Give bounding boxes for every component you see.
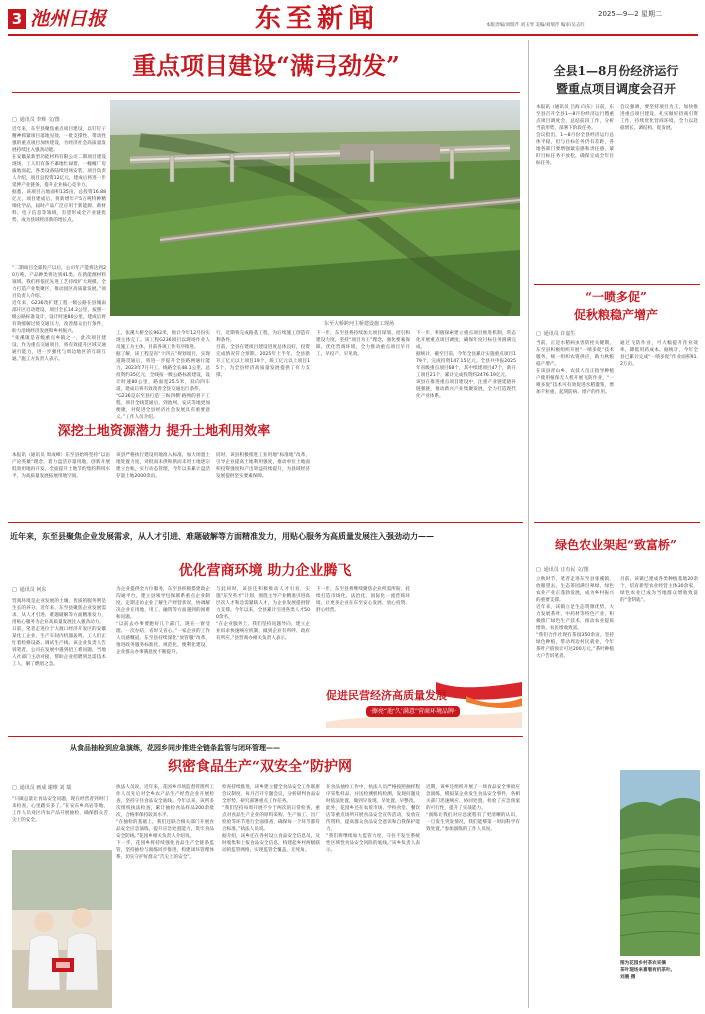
food-para: “演练让我们对应急流程有了更清晰的认识，一旦发生突发情况，我们能够第一时间科学有效处置。”参加演练的工作人员说。 [426, 813, 520, 832]
lead-para: 该县在推进重点项目建设中，注重产业链延链补链强链，推动新兴产业集聚发展，全力打造现代化产业体系。 [416, 380, 516, 399]
land-headline: 深挖土地资源潜力 提升土地利用效率 [57, 424, 271, 439]
business-para: 与此同时，该县还积极推动人才引育，实施“东至英才”计划，围绕主导产业精准引进高层次人才和急需紧缺人才，为企业发展提供智力支撑。今年以来，全县累计引进各类人才500余名。 [216, 587, 310, 620]
business-intro: 近年来，东至县聚焦企业发展需求，从人才引进、难题破解等方面精准发力，用贴心服务为高质量发展注入强劲动力—— [10, 531, 434, 541]
rice-subhead: 促秋粮稳产增产 [573, 308, 658, 322]
promo-banner [326, 682, 522, 728]
promo-title: 促进民营经济高质量发展 [326, 689, 447, 702]
lead-headline: 重点项目建设“满弓劲发” [132, 51, 400, 80]
issue-date: 2025—9—2 星期二 [598, 10, 662, 18]
green-para: 目前，该镇已建成各类种植基地20余个，培育新型农业经营主体30余家，绿色农业已成为当地群众增收致富的“金钥匙”。 [620, 577, 698, 603]
lead-para: 据统计，截至目前，今年全县累计实施重点项目179个，完成投资147.15亿元。全县共申报2025年省级重点项目68个，其中续建项目47个，新开工项目21个，累计完成投资约2476.19亿元。 [416, 352, 516, 378]
food-inspection-photo [12, 850, 112, 1008]
lead-photo-caption: 东至大桥跨河主桥建设施工现场 [324, 321, 395, 327]
food-col-3 [222, 784, 320, 854]
green-col-2 [620, 576, 698, 604]
food-intro: 从食品抽检到应急演练，花园乡同步推进全链条监管与闭环管理—— [70, 743, 280, 752]
meeting-para: 本报讯（通讯员 吕海 向东）日前，东至县召开全县1—8月份经济运行暨重点项目调度会，总结前段工作，分析当前形势，部署下阶段任务。 [536, 105, 614, 131]
food-para: 执法人员说，近年来，花园乡市场监督管理所工作人员先后对全乡农产品生产经营企业开展检查，坚持守住食品安全底线。今年以来，该所多次组织执法检查，累计抽检食品样品200余批次，合格率保持较高水平。 [116, 785, 214, 818]
lead-para: “张溪镇是省级重点乡镇之一，此次项目建设，作为重点交通项目，将有效提升区域交通通行能力，进一步强化与周边地区的互联互通。”施工方负责人表示。 [12, 336, 106, 362]
food-byline: □ 通讯员 画成 谢维 刘 瑞 [12, 784, 71, 792]
food-para: 下一步，花园乡将持续强化食品生产全链条监管，坚持抽检与演练同步推进，构建闭环管理体系，切实守护好群众“舌尖上的安全”。 [116, 841, 214, 860]
section-divider [8, 522, 523, 523]
food-col-1 [12, 796, 108, 824]
rice-byline: □ 通讯员 许嘉生 [536, 330, 575, 338]
masthead-rule [8, 34, 698, 36]
food-para: 近期，该乡还组织开展了一场食品安全事故应急演练，模拟某企业发生食品安全事件，各相关部门迅速响应、协同处置，检验了应急预案的可行性，提升了实战能力。 [426, 785, 520, 811]
green-para: 立秋时节，笔者走进东至县张溪镇，放眼望去，生态茶园满目翠绿，绿色农业产业正蓬勃发展，成为乡村振兴的重要支撑。 [536, 577, 614, 603]
food-para: 检查持续推进，该乡建立健全食品安全工作联席会议制度，每月召开专题会议，分析研判食品安全形势，研究部署重点工作任务。 [222, 785, 320, 804]
lead-para: 近年来，G236改扩建工程一级公路在县城南部片区启动建设，项目全长14.2公里，按照一级公路标准设计，设计时速80公里，建成后将有效缓解过境交通压力，改善群众出行条件，助力沿线经济发展和乡村振兴。 [12, 301, 106, 334]
business-para: 日前，笔者走进位于大渡口经济开发区的安徽某化工企业，生产车间内机器轰鸣，工人们正忙着检修设备、调试生产线。该企业负责人告诉笔者，公司在发展中遇到招工难问题，当地人社部门主动对接，帮助企业招聘到急需技术工人，解了燃眉之急。 [12, 627, 106, 667]
section-title: 东至新闻 [255, 4, 380, 34]
bridge-photo-svg [110, 100, 520, 316]
tea-caption-line-3: 刘晨 摄 [620, 975, 636, 980]
meeting-para: 会议强调，要坚持项目为王，加快推进重点项目建设，扎实做好招商引资工作，持续优化营商环境，全力以赴稳增长、调结构、促发展。 [620, 105, 698, 131]
meeting-para: 会议指出，1—8月份全县经济运行总体平稳，但与目标任务仍有差距，各地各部门要增强紧迫感和责任感，紧盯目标任务不放松，确保完成全年目标任务。 [536, 133, 614, 166]
land-col-3 [216, 452, 310, 480]
tea-caption-line-2: 茶叶现场来喜看有机茶叶。 [620, 968, 676, 973]
rice-para: 通过飞防作业，可大幅提升作业效率，降低用药成本。据统计，今年全县已累计完成“一喷多促”作业面积91.2万亩。 [620, 341, 698, 367]
lead-para: 据悉，该项目占地面积135亩，总投资16.88亿元，项目建成后，将新增年产5万吨特种精细化学品，届时产品广泛应用于新能源、新材料、电子信息等领域，有望形成全产业链优势，成为县域经济新的增长点。 [12, 190, 106, 223]
business-col-4 [316, 586, 410, 614]
lead-col-6 [416, 330, 516, 400]
business-para: 为企业提供全方位服务，东至县积极搭建政企沟通平台，建立县领导包保联系重点企业制度，定期走访企业了解生产经营状况，协调解决企业在用地、用工、融资等方面遇到的困难和问题。 [116, 587, 210, 620]
land-col-2 [116, 452, 210, 480]
business-para: 营商环境是企业发展的土壤，优质的服务则是生长的养分。近年来，东至县聚焦企业发展需求，从人才引进、难题破解等方面精准发力，用贴心服务为企业高质量发展注入强劲动力。 [12, 599, 106, 625]
lead-para: 工，张溪大桥全长962米，预计今年12月份实现主体完工。该工程G236项目以现场作业人员施工为主体，目前各项工作有序推进。 [116, 331, 210, 350]
lead-para: 在安徽某新型功能材料有限公司二期项目建设现场，工人们有条不紊地忙碌着，一幢幢厂房拔地而起，各类设备陆续进场安装。项目负责人介绍，项目总投资12亿元，建成后将进一步延伸产业链条，提升企业核心竞争力。 [12, 155, 106, 188]
business-para: “在企业服务上，我们坚持问题导向，建立企业诉求快速响应机制，做到企业有所呼、政府有所应。”县营商办相关负责人表示。 [216, 622, 310, 641]
promo-subtitle: ·擦亮“池‘久’满意”营商环境品牌· [366, 706, 460, 717]
lead-col-5 [316, 330, 410, 358]
rice-col-2 [620, 340, 698, 368]
meeting-headline-2: 暨重点项目调度会召开 [555, 82, 676, 96]
business-para: 下一步，东至县将继续聚焦企业所需所盼，持续打造市场化、法治化、国际化一流营商环境，让更多企业在东至安心发展、放心投资、舒心经营。 [316, 587, 410, 613]
rice-top-rule [534, 284, 700, 285]
lead-para: 行，近期将完成路基工程，为后续施工创造有利条件。 [216, 331, 310, 343]
page-number-badge [8, 9, 26, 29]
food-para: 据介绍，该乡还在各村设立食品安全信息员，及时收集和上报食品安全信息，构建起乡村两级联动的监管网络，实现监管全覆盖、无死角。 [222, 834, 320, 853]
lead-col-1 [12, 126, 106, 224]
lead-para: 近年来，东至县聚焦重点项目建设，以钉钉子精神抓紧项目落地见效，一批支撑性、带动性强的重点项目加快建设，为经济社会高质量发展持续注入强劲动能。 [12, 127, 106, 153]
lead-para: 据了解，该工程是省“十四五”规划项目，实现道路贯通后，将进一步提升全县路网通行能力。2023年7月开工，线路全长48.1公里，总投资约35亿元，全线按一级公路标准建设，设计时速80公里，路面宽25.5米，双向四车道，建成后将有效改善全县交通出行条件。 [116, 352, 210, 392]
green-top-rule [534, 522, 700, 523]
tea-photo-caption [620, 960, 700, 981]
lead-byline: □ 通讯员 李辉 文/图 [12, 116, 60, 124]
page-number: 3 [11, 10, 23, 28]
lead-para: 下一步，积极探索建立重点项目推进机制，常态化开展重点项目调度，确保年度目标任务圆满完成。 [416, 331, 516, 350]
food-para: “我们坚持每周开展不少于两次的日常检查，重点对食品生产企业的原料采购、生产加工、出厂检验等环节进行全面排查，确保每一个环节都符合标准。”执法人员说。 [222, 806, 320, 832]
green-para: 近年来，该镇立足生态资源优势，大力发展茶叶、中药材等特色产业，积极推广绿色生产技术，推动农业提质增效、农民增收致富。 [536, 605, 614, 631]
food-col-2 [116, 784, 214, 861]
meeting-col-2 [620, 104, 698, 132]
food-col-5 [426, 784, 520, 833]
business-para: “以前去办事要跑好几个部门，现在一窗受理、一次办结，省时又省心。”一家企业的工作人员感慨道。东至县持续深化“放管服”改革，推进政务服务标准化、规范化、便利化建设，企业群众办事满意度不断提升。 [116, 622, 210, 655]
green-para: “我们合作社现有茶园350余亩，坚持绿色种植，带动周边村民就业，今年茶叶产值预计可达200万元。”茶叶种植大户告诉笔者。 [536, 633, 614, 659]
land-para: 同时，该县积极推进工业用地“标准地”改革，引导企业提高土地利用强度，推动单位土地面积投资强度和产出效益持续提升，为县域经济发展提供坚实要素保障。 [216, 453, 310, 479]
lead-para: “二期项目全部投产以后，公司年产能将达到20万吨，产品种类将达到41类。在新能源材料领域，我们将依托先进工艺持续扩大规模，全力打造产业集聚区，推动园区高质量发展。”项目负责人介绍。 [12, 266, 106, 299]
rice-para: 在该县青山乡，农技人员正指导种植户使用植保无人机开展飞防作业。“一喷多促”技术可有效促进水稻灌浆，增加千粒重，起到防病、增产的作用。 [536, 369, 614, 395]
tea-garden-photo [620, 770, 700, 956]
business-headline: 优化营商环境 助力企业腾飞 [178, 563, 352, 579]
food-para: “只做总量让食品安全问题，现在经营者到时门来检查，心里踏实多了。”在安东乡高岩等地，工作人员对区内农产品开展抽检，确保群众舌尖上的安全。 [12, 797, 108, 823]
rice-headline: “一喷多促” [585, 290, 647, 304]
tea-photo-svg [620, 770, 700, 956]
bridge-construction-photo [110, 100, 520, 316]
food-headline: 织密食品生产“双安全”防护网 [167, 759, 353, 775]
food-para: “在抽检的基础上，我们还联合相关部门开展食品安全应急演练，提升应急处置能力，筑牢食品安全防线。”花园乡相关负责人介绍说。 [116, 820, 214, 839]
rice-col-1 [536, 340, 614, 396]
business-col-2 [116, 586, 210, 656]
tea-caption-line-1: 图为花园乡村茶农采摘 [620, 961, 666, 966]
editor-credits: 本版责编/刘瑞芹 刘玉琴 美编/刘瑞芹 编审/吴志红 [486, 23, 585, 28]
section-divider [8, 736, 523, 737]
rice-para: 当前，正是水稻病虫害防控关键期，东至县积极组织开展“一喷多促”技术服务，统一组织农资供应，助力秋粮稳产增产。 [536, 341, 614, 367]
food-para: 在食品抽检工作中，执法人员严格按照抽样程序采集样品，并送检测机构检测，发现问题及时依法处置，做到早发现、早处置、早整改。 [326, 785, 420, 804]
paper-logo: 池州日报 [30, 8, 107, 30]
lead-col-2 [12, 265, 106, 363]
food-para: “我们将继续加大监管力度，守住不发生系统性区域性食品安全风险的底线。”该乡负责人表示。 [326, 834, 420, 853]
land-col-1 [12, 452, 110, 480]
lead-para: 目前，全县在建项目建设进度总体良好，投资完成情况符合预期。2025年上半年，全县新开工亿元以上项目19个，竣工亿元以上项目15个，为全县经济高质量发展提供了有力支撑。 [216, 345, 310, 378]
business-col-1 [12, 598, 106, 668]
lead-para: 下一步，东至县将持续加大项目谋划、招引和建设力度，坚持“项目为王”理念，强化要素保障，优化营商环境，全力推动重点项目早开工、早投产、早见效。 [316, 331, 410, 357]
business-byline: □ 通讯员 何东 [12, 586, 46, 594]
green-byline: □ 通讯员 汪有民 文/图 [536, 566, 589, 574]
lead-col-3 [116, 330, 210, 421]
land-para: 该县严格执行建设用地准入标准，加大闲置土地处置力度，对批而未供和供而未用土地逐宗建立台账，实行动态管理，今年以来累计盘活存量土地2000余亩。 [116, 453, 210, 479]
meeting-headline-1: 全县1—8月份经济运行 [553, 64, 679, 78]
green-headline: 绿色农业架起“致富桥” [555, 538, 677, 552]
food-col-4 [326, 784, 420, 854]
lead-col-4 [216, 330, 310, 379]
meeting-col-1 [536, 104, 614, 167]
business-col-3 [216, 586, 310, 642]
food-photo-svg [12, 850, 112, 1008]
lead-para: “G236是东至县打造‘三纵四横’路网的骨干工程，项目全线贯通后，到池州、安庆等地更加便捷，对促进全县经济社会发展具有重要意义。”工作人员介绍。 [116, 394, 210, 420]
food-para: 此外，花园乡还在农贸市场、学校食堂、餐饮店等重点场所开展食品安全宣传活动，发放宣传资料，提高群众食品安全意识和自我保护能力。 [326, 806, 420, 832]
green-col-1 [536, 576, 614, 660]
lead-headline-rule [12, 92, 520, 93]
land-para: 本报讯（通讯员 周成峰）东至县始终坚持“以亩产论英雄”理念，着力盘活存量用地，创新开展低效用地再开发，全面提升土地节约集约利用水平，为高质量发展拓展用地空间。 [12, 453, 110, 479]
column-separator [528, 40, 529, 1008]
